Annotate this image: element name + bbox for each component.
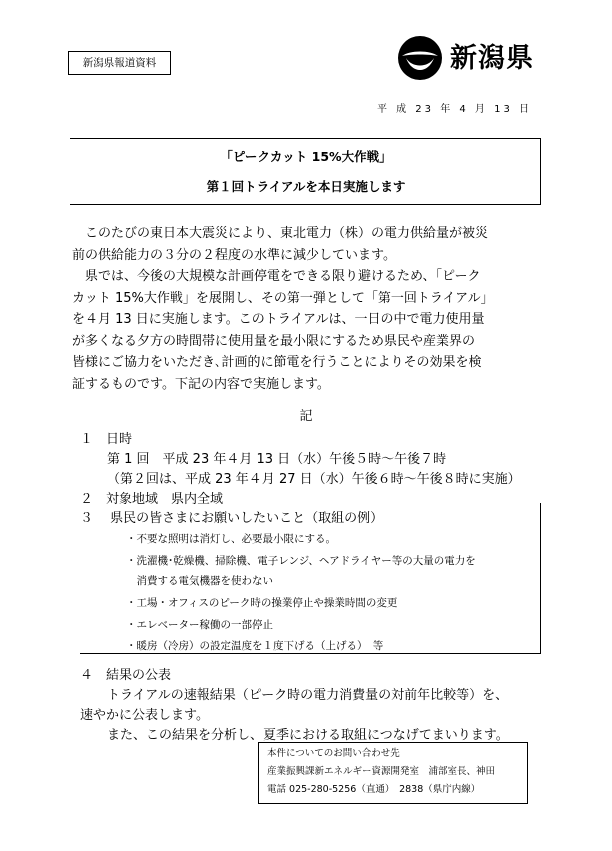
section-3-heading: ３ 県民の皆さまにお願いしたいこと（取組の例） <box>80 511 384 526</box>
logo-text: 新潟県 <box>450 43 534 74</box>
contact-box <box>258 742 528 804</box>
intro-line: 証するものです。下記の内容で実施します。 <box>72 376 330 392</box>
intro-line: カット 15%大作戦」を展開し、その第一弾として「第一回トライアル」 <box>72 290 494 306</box>
release-date: 平 成 23 年 4 月 13 日 <box>376 104 532 115</box>
bullet-item: ・不要な照明は消灯し、必要最小限にする。 <box>126 533 336 545</box>
bullet-item: ・工場・オフィスのピーク時の操業停止や操業時間の変更 <box>126 597 398 609</box>
intro-paragraph <box>72 223 542 395</box>
press-release-label: 新潟県報道資料 <box>68 51 171 75</box>
contact-phone: 電話 025-280-5256（直通） 2838（県庁内線） <box>267 784 481 795</box>
bullet-item: ・暖房（冷房）の設定温度を１度下げる（上げる） 等 <box>126 640 384 652</box>
intro-line: 皆様にご協力をいただき､計画的に節電を行うことによりその効果を検 <box>72 355 482 370</box>
bullet-item: 消費する電気機器を使わない <box>126 575 273 587</box>
niigata-prefecture-emblem <box>396 34 444 82</box>
section-4-heading: ４ 結果の公表 <box>80 668 172 683</box>
intro-line: が多くなる夕方の時間帯に使用量を最小限にするため県民や産業界の <box>72 333 476 349</box>
contact-heading: 本件についてのお問い合わせ先 <box>267 748 400 759</box>
intro-line: 前の供給能力の３分の２程度の水準に減少しています。 <box>72 247 396 263</box>
section-4-line: また、この結果を分析し、夏季における取組につなげてまいります。 <box>107 728 509 743</box>
section-1-heading: １ 日時 <box>80 432 133 447</box>
section-2-heading: ２ 対象地域 県内全域 <box>80 492 224 507</box>
ki-heading: 記 <box>299 409 313 424</box>
contact-department: 産業振興課新エネルギー資源開発室 浦部室長、神田 <box>267 766 496 777</box>
intro-line: 県では、今後の大規模な計画停電をできる限り避けるため、「ピーク <box>72 269 481 284</box>
bullet-item: ・洗濯機･乾燥機、掃除機、電子レンジ、ヘアドライヤー等の大量の電力を <box>126 555 476 567</box>
title-main: 第１回トライアルを本日実施します <box>206 179 406 194</box>
section-1-date-first: 第 1 回 平成 23 年４月 13 日（水）午後５時～午後７時 <box>107 452 447 467</box>
bullet-item: ・エレベーター稼働の一部停止 <box>126 619 273 631</box>
intro-line: を４月 13 日に実施します。このトライアルは、一日の中で電力使用量 <box>72 312 485 327</box>
section-1-date-second: （第２回は、平成 23 年４月 27 日（水）午後６時～午後８時に実施） <box>107 472 521 487</box>
intro-line: このたびの東日本大震災により、東北電力（株）の電力供給量が被災 <box>72 226 489 241</box>
section-4-line: 速やかに公表します。 <box>80 708 209 723</box>
title-campaign: 「ピークカット 15%大作戦」 <box>220 149 392 164</box>
section-4-line: トライアルの速報結果（ピーク時の電力消費量の対前年比較等）を、 <box>107 688 509 703</box>
